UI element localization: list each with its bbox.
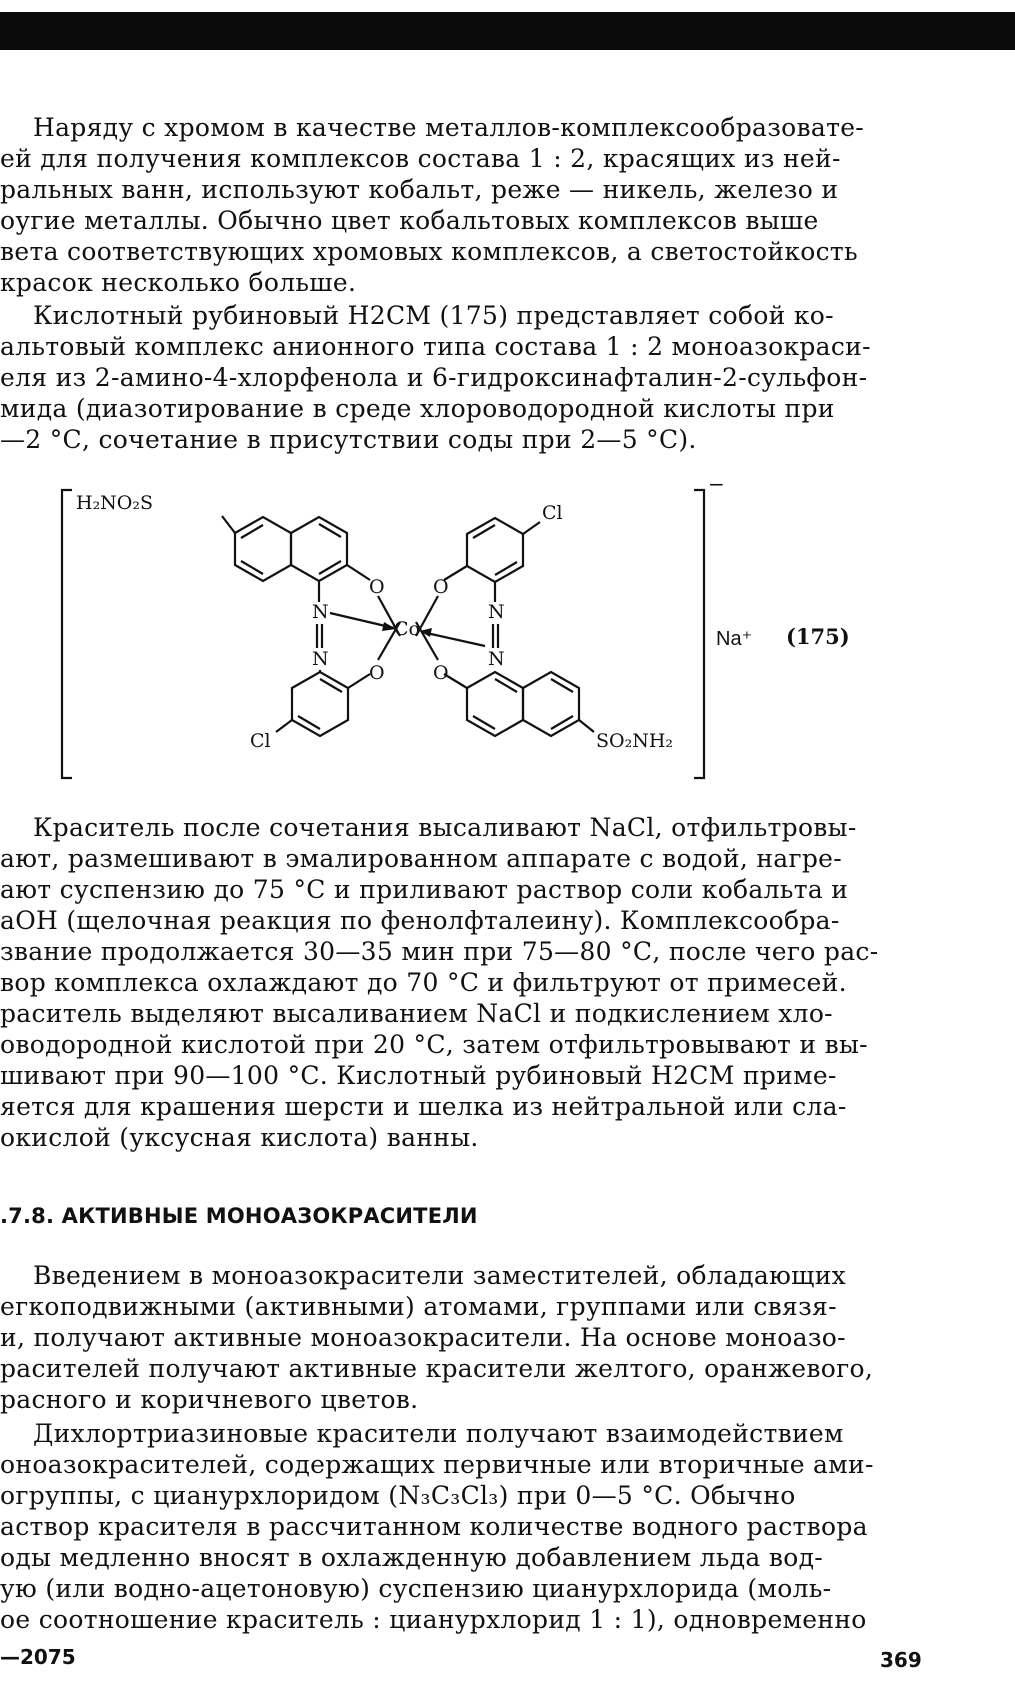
paragraph-dye-preparation [0,812,900,1153]
oxygen-label: O [433,662,449,684]
right-naphthalene-ring-a [467,672,523,736]
left-naphthalene-ring-b [291,517,347,581]
text-line: шивают при 90—100 °С. Кислотный рубиновый Н2СМ приме- [0,1061,837,1090]
nitrogen-label: N [312,648,329,670]
chloro-top-label: Cl [542,502,563,524]
paragraph-active-dyes-intro [0,1260,900,1415]
text-line: оугие металлы. Обычно цвет кобальтовых комплексов выше [0,206,819,235]
oxygen-label: O [433,576,449,598]
text-line: ают суспензию до 75 °С и приливают раствор соли кобальта и [0,875,849,904]
text-line: огруппы, с цианурхлоридом (N₃C₃Cl₃) при 0—5 °С. Обычно [0,1481,796,1510]
page-number: 369 [880,1648,922,1672]
text-line: оноазокрасителей, содержащих первичные или вторичные ами- [0,1450,874,1479]
text-line: Краситель после сочетания высаливают NaCl, отфильтровы- [33,813,857,842]
sulfonamide-right-label: SO₂NH₂ [596,730,674,752]
text-line: Наряду с хромом в качестве металлов-комплексообразовате- [33,113,865,142]
oxygen-label: O [369,662,385,684]
paragraph-ruby-dye-description [0,300,900,455]
text-line: Дихлортриазиновые красители получают взаимодействием [33,1419,844,1448]
sulfonamide-left-label: H₂NO₂S [76,492,154,514]
text-line: ое соотношение краситель : цианурхлорид 1 : 1), одновременно [0,1605,867,1634]
text-line: ральных ванн, используют кобальт, реже — никель, железо и [0,175,839,204]
text-line: и, получают активные моноазокрасители. На основе моноазо- [0,1323,846,1352]
text-line: оды медленно вносят в охлажденную добавлением льда вод- [0,1543,824,1572]
nitrogen-label: N [488,648,505,670]
text-line: красок несколько больше. [0,268,357,297]
text-line: альтовый комплекс анионного типа состава 1 : 2 моноазокраси- [0,332,871,361]
compound-number-label: (175) [786,624,850,649]
counter-ion-label: Na⁺ [716,628,753,650]
text-line: ей для получения комплексов состава 1 : 2, красящих из ней- [0,144,841,173]
left-naphthalene-ring-a [235,517,291,581]
anion-charge-label: − [708,472,725,496]
printer-signature: —2075 [0,1645,76,1669]
chemical-structure-175 [30,472,900,798]
text-line: —2 °С, сочетание в присутствии соды при 2—5 °С). [0,425,697,454]
text-line: ую (или водно-ацетоновую) суспензию цианурхлорида (моль- [0,1574,832,1603]
right-upper-phenol-ring [467,518,523,582]
text-line: окислой (уксусная кислота) ванны. [0,1123,479,1152]
text-line: аствор красителя в рассчитанном количестве водного раствора [0,1512,868,1541]
chloro-bottom-label: Cl [250,730,271,752]
text-line: звание продолжается 30—35 мин при 75—80 °С, после чего рас- [0,937,879,966]
oxygen-label: O [369,576,385,598]
nitrogen-label: N [312,601,329,623]
text-line: яется для крашения шерсти и шелка из нейтральной или сла- [0,1092,847,1121]
text-line: расителей получают активные красители желтого, оранжевого, [0,1354,874,1383]
section-heading: .7.8. АКТИВНЫЕ МОНОАЗОКРАСИТЕЛИ [0,1204,478,1228]
text-line: оводородной кислотой при 20 °С, затем отфильтровывают и вы- [0,1030,868,1059]
right-naphthalene-ring-b [523,672,579,736]
text-line: Введением в моноазокрасители заместителей, обладающих [33,1261,847,1290]
text-line: егкоподвижными (активными) атомами, группами или связя- [0,1292,837,1321]
left-bracket [62,490,72,778]
nitrogen-label: N [488,601,505,623]
text-line: вор комплекса охлаждают до 70 °С и фильтруют от примесей. [0,968,847,997]
cobalt-label: Co [394,618,420,640]
text-line: раситель выделяют высаливанием NaCl и подкислением хло- [0,999,833,1028]
page-top-edge-bar [0,12,1015,50]
paragraph-dichlorotriazine-dyes [0,1418,900,1635]
right-bracket [694,490,704,778]
text-line: вета соответствующих хромовых комплексов, а светостойкость [0,237,858,266]
text-line: мида (диазотирование в среде хлороводородной кислоты при [0,394,835,423]
text-line: еля из 2-амино-4-хлорфенола и 6-гидроксинафталин-2-сульфон- [0,363,868,392]
text-line: ают, размешивают в эмалированном аппарате с водой, нагре- [0,844,843,873]
text-line: Кислотный рубиновый Н2СМ (175) представляет собой ко- [33,301,834,330]
paragraph-cobalt-complexes [0,112,900,298]
text-line: аОН (щелочная реакция по фенолфталеину). Комплексообра- [0,906,840,935]
left-lower-phenol-ring [292,672,348,736]
text-line: расного и коричневого цветов. [0,1385,419,1414]
